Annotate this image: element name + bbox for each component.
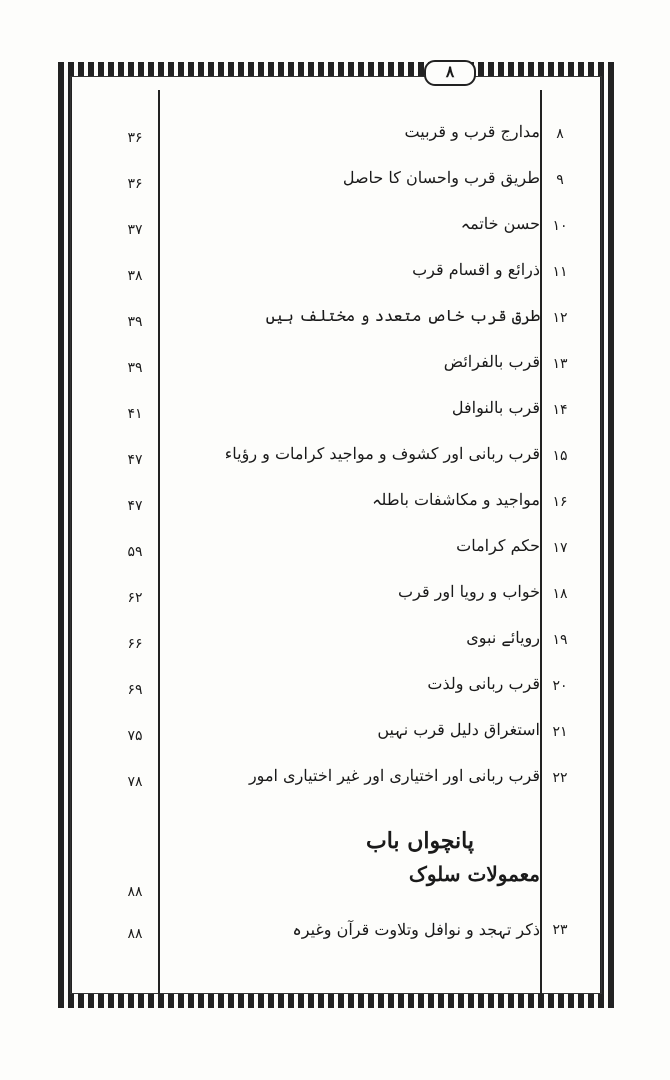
last-entry-page: ۸۸ bbox=[127, 926, 143, 942]
toc-serial: ۱۲ bbox=[552, 310, 568, 326]
toc-serial: ۱۷ bbox=[552, 540, 568, 556]
toc-title: خواب و رویا اور قرب bbox=[398, 582, 540, 601]
toc-serial: ۱۸ bbox=[552, 586, 568, 602]
toc-title: حسن خاتمہ bbox=[460, 214, 540, 233]
toc-title: قرب بالنوافل bbox=[451, 398, 540, 417]
toc-page: ۳۹ bbox=[127, 360, 143, 376]
toc-page: ۶۹ bbox=[127, 682, 143, 698]
page-number: ۸ bbox=[424, 60, 476, 86]
toc-serial: ۱۴ bbox=[552, 402, 568, 418]
toc-serial: ۲۰ bbox=[552, 678, 568, 694]
toc-page: ۳۹ bbox=[127, 314, 143, 330]
toc-serial: ۱۹ bbox=[552, 632, 568, 648]
toc-title: مواجید و مکاشفات باطلہ bbox=[372, 490, 540, 509]
toc-page: ۷۸ bbox=[127, 774, 143, 790]
chapter-heading: پانچواں باب bbox=[366, 828, 474, 854]
chapter-page: ۸۸ bbox=[127, 884, 143, 900]
toc-serial: ۲۲ bbox=[552, 770, 568, 786]
last-entry-serial: ۲۳ bbox=[552, 922, 568, 938]
toc-title: قرب بالفرائض bbox=[443, 352, 540, 371]
toc-title: رویائے نبوی bbox=[466, 628, 540, 647]
toc-page: ۴۷ bbox=[127, 452, 143, 468]
toc-title: حکم کرامات bbox=[456, 536, 540, 555]
toc-title: طریق قرب واحسان کا حاصل bbox=[342, 168, 540, 187]
toc-title: استغراق دلیل قرب نہیں bbox=[377, 720, 540, 739]
toc-page: ۴۷ bbox=[127, 498, 143, 514]
toc-page: ۳۸ bbox=[127, 268, 143, 284]
toc-serial: ۸ bbox=[556, 126, 564, 142]
toc-page: ۶۶ bbox=[127, 636, 143, 652]
toc-serial: ۱۳ bbox=[552, 356, 568, 372]
chapter-subheading: معمولات سلوک bbox=[408, 862, 540, 886]
last-entry-title: ذکر تہجد و نوافل وتلاوت قرآن وغیرہ bbox=[292, 920, 540, 939]
toc-title: قرب ربانی اور اختیاری اور غیر اختیاری امور bbox=[248, 766, 540, 785]
toc-page: ۳۶ bbox=[127, 130, 143, 146]
toc-title: طرق قرب خاص متعدد و مختلف ہیں bbox=[265, 306, 540, 325]
toc-serial: ۱۵ bbox=[552, 448, 568, 464]
toc-title: مدارج قرب و قربیت bbox=[404, 122, 540, 141]
toc-serial: ۱۱ bbox=[552, 264, 568, 280]
toc-page: ۳۶ bbox=[127, 176, 143, 192]
toc-title: ذرائع و اقسام قرب bbox=[412, 260, 540, 279]
toc-page: ۳۷ bbox=[127, 222, 143, 238]
toc-serial: ۹ bbox=[556, 172, 564, 188]
toc-page: ۶۲ bbox=[127, 590, 143, 606]
toc-page: ۵۹ bbox=[127, 544, 143, 560]
toc-title: قرب ربانی ولذت bbox=[427, 674, 540, 693]
toc-serial: ۱۶ bbox=[552, 494, 568, 510]
toc-page: ۴۱ bbox=[127, 406, 143, 422]
toc-serial: ۱۰ bbox=[552, 218, 568, 234]
toc-serial: ۲۱ bbox=[552, 724, 568, 740]
toc-page: ۷۵ bbox=[127, 728, 143, 744]
toc-title: قرب ربانی اور کشوف و مواجید کرامات و رؤیاء bbox=[224, 444, 540, 463]
